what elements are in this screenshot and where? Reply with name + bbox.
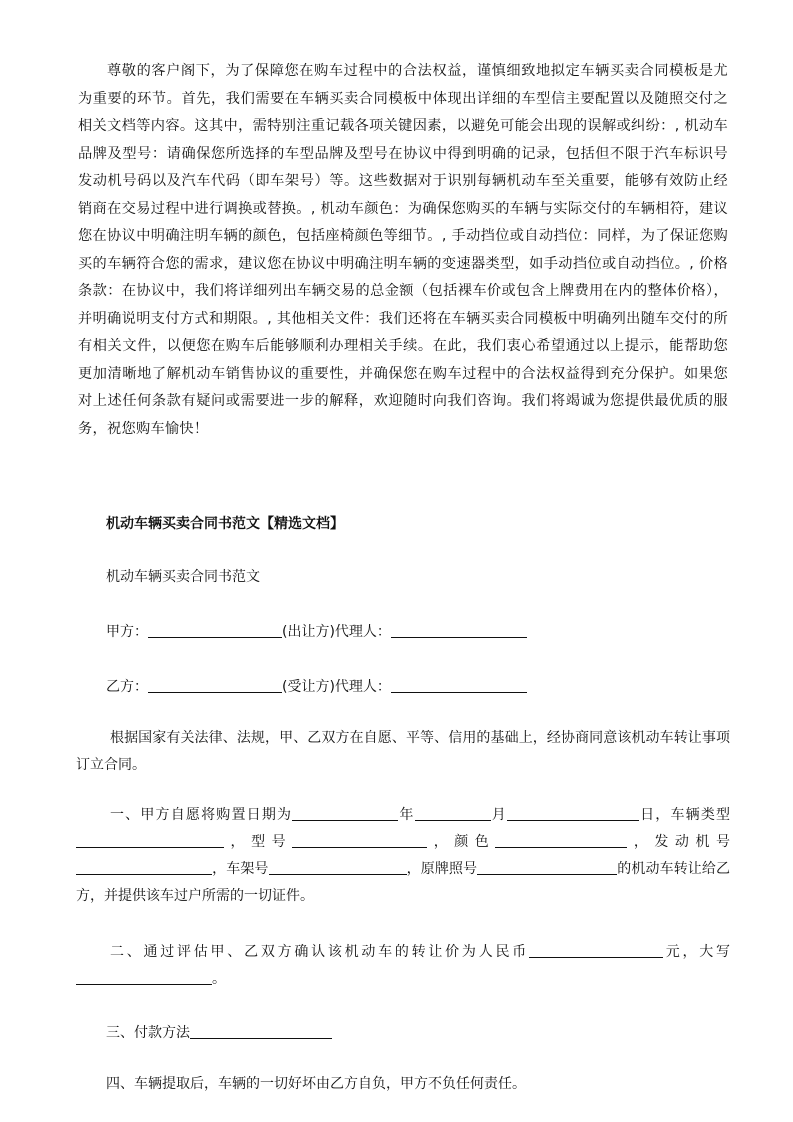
clause-1-color-label: ，颜色: [427, 834, 496, 850]
clause-2-text: 二、通过评估甲、乙双方确认该机动车的转让价为人民币: [110, 944, 529, 960]
clause-3: [106, 1022, 332, 1044]
clause-1-year-label: 年: [398, 807, 415, 823]
price-amount-blank[interactable]: [529, 942, 663, 958]
clause-1-frame-label: ，车架号: [212, 861, 269, 877]
party-a-line: [106, 621, 527, 643]
plate-number-blank[interactable]: [477, 859, 617, 875]
vehicle-type-blank[interactable]: [76, 832, 224, 848]
clause-1-model-label: ，型号: [224, 834, 293, 850]
clause-1-intro: 一、甲方自愿将购置日期为: [110, 807, 293, 823]
party-b-role-label: (受让方)代理人：: [282, 679, 391, 695]
frame-number-blank[interactable]: [269, 859, 407, 875]
clause-2-yuan-label: 元，大写: [662, 944, 731, 960]
clause-1: [76, 802, 730, 910]
clause-4: 四、车辆提取后，车辆的一切好坏由乙方自负，甲方不负任何责任。: [106, 1076, 526, 1092]
document-subtitle: 机动车辆买卖合同书范文: [106, 569, 260, 585]
purchase-year-blank[interactable]: [292, 805, 398, 821]
clause-1-type-label: 日，车辆类型: [638, 807, 731, 823]
purchase-day-blank[interactable]: [507, 805, 639, 821]
party-a-role-label: (出让方)代理人：: [282, 624, 391, 640]
purchase-month-blank[interactable]: [415, 805, 491, 821]
party-b-agent-blank[interactable]: [391, 677, 527, 693]
vehicle-model-blank[interactable]: [292, 832, 427, 848]
clause-1-tail: 的机动车转让给乙方，并提供该车过户所需的一切证件。: [76, 861, 731, 904]
party-a-label: 甲方：: [106, 624, 148, 640]
party-b-name-blank[interactable]: [148, 677, 282, 693]
clause-3-text: 三、付款方法: [106, 1025, 190, 1041]
clause-1-month-label: 月: [490, 807, 507, 823]
price-uppercase-blank[interactable]: [76, 969, 212, 985]
engine-number-blank[interactable]: [76, 859, 212, 875]
payment-method-blank[interactable]: [190, 1023, 332, 1039]
party-b-label: 乙方：: [106, 679, 148, 695]
preamble-paragraph: 根据国家有关法律、法规，甲、乙双方在自愿、平等、信用的基础上，经协商同意该机动车转让事项订立合同。: [76, 730, 730, 773]
intro-paragraph: 尊敬的客户阁下，为了保障您在购车过程中的合法权益，谨慎细致地拟定车辆买卖合同模板是尤为重要的环节。首先，我们需要在车辆买卖合同模板中体现出详细的车型信主要配置以及随照交付之相关文档等内容。这其中，需特别注重记载各项关键因素，以避免可能会出现的误解或纠纷：, 机动车品牌及型号：请确保您所选择的车型品牌及型号在协议中得到明确的记录，包括但不限于汽车标识号发动机号码以及汽车代码（即车架号）等。这些数据对于识别每辆机动车至关重要，能够有效防止经销商在交易过程中进行调换或替换。, 机动车颜色：为确保您购买的车辆与实际交付的车辆相符，建议您在协议中明确注明车辆的颜色，包括座椅颜色等细节。, 手动挡位或自动挡位：同样，为了保证您购买的车辆符合您的需求，建议您在协议中明确注明车辆的变速器类型，如手动挡位或自动挡位。, 价格条款：在协议中，我们将详细列出车辆交易的总金额（包括裸车价或包含上牌费用在内的整体价格），并明确说明支付方式和期限。, 其他相关文件：我们还将在车辆买卖合同模板中明确列出随车交付的所有相关文件，以便您在购车后能够顺利办理相关手续。在此，我们衷心希望通过以上提示，能帮助您更加清晰地了解机动车销售协议的重要性，并确保您在购车过程中的合法权益得到充分保护。如果您对上述任何条款有疑问或需要进一步的解释，欢迎随时向我们咨询。我们将竭诚为您提供最优质的服务，祝您购车愉快！: [78, 63, 728, 437]
party-a-agent-blank[interactable]: [391, 622, 527, 638]
clause-1-engine-label: ，发动机号: [627, 834, 731, 850]
clause-2: [76, 939, 730, 993]
clause-1-plate-label: ，原牌照号: [406, 861, 478, 877]
vehicle-color-blank[interactable]: [495, 832, 627, 848]
clause-2-end: 。: [212, 971, 226, 987]
document-title: 机动车辆买卖合同书范文【精选文档】: [106, 516, 344, 532]
party-b-line: [106, 676, 527, 698]
party-a-name-blank[interactable]: [148, 622, 282, 638]
